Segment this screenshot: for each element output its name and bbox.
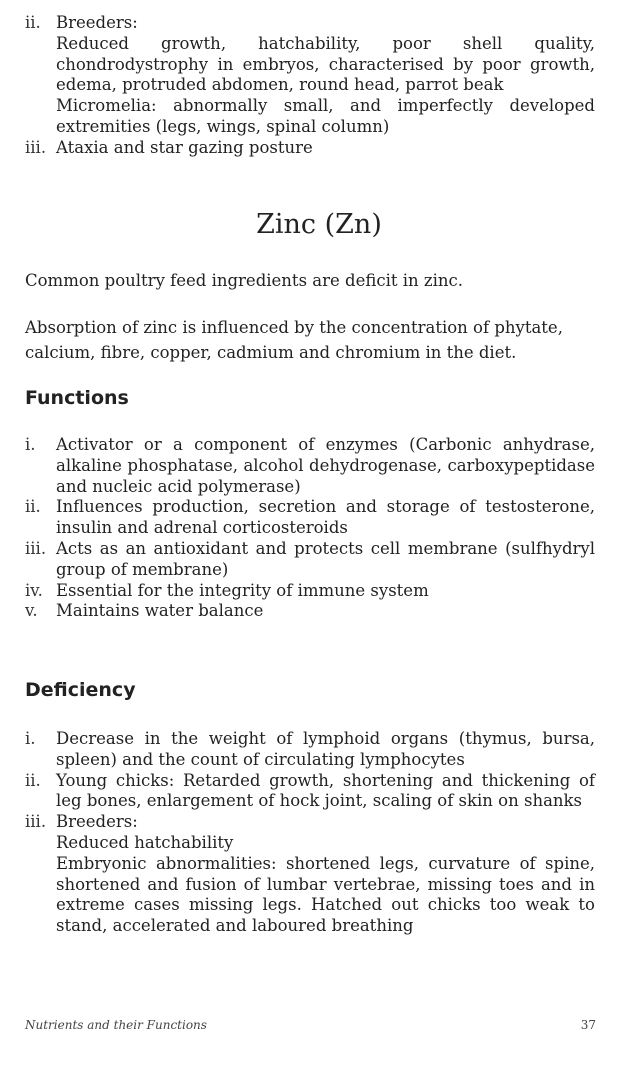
list-item <box>25 812 595 937</box>
zinc-title: Zinc (Zn) <box>256 209 382 240</box>
list-item <box>25 13 595 138</box>
deficiency-list <box>25 729 595 937</box>
item-number: i. <box>25 729 36 748</box>
running-footer-title: Nutrients and their Functions <box>25 1018 207 1032</box>
list-item <box>25 729 595 771</box>
item-number: i. <box>25 435 36 454</box>
list-item <box>25 581 595 602</box>
item-line: Embryonic abnormalities: shortened legs, curvature of spine, shortened and fusion of lumbar vertebrae, missing toes and in extreme cases missing legs. Hatched out chicks too weak to stand, accelerated and laboured breathing <box>56 853 595 936</box>
list-item <box>25 601 595 622</box>
item-text: Acts as an antioxidant and protects cell membrane (sulfhydryl group of membrane) <box>56 538 595 579</box>
item-line: Ataxia and star gazing posture <box>56 137 313 157</box>
page-number: 37 <box>580 1018 596 1032</box>
functions-list <box>25 435 595 622</box>
item-number: ii. <box>25 770 41 790</box>
item-number: ii. <box>25 497 41 517</box>
item-line: Breeders: <box>56 13 138 32</box>
item-number: iii. <box>25 812 47 832</box>
item-number: iii. <box>25 538 47 558</box>
item-text: Influences production, secretion and storage of testosterone, insulin and adrenal corticosteroids <box>56 497 595 538</box>
top-list <box>25 13 595 159</box>
deficiency-heading: Deficiency <box>25 679 136 701</box>
functions-heading: Functions <box>25 387 129 409</box>
list-item <box>25 539 595 581</box>
item-line: Breeders: <box>56 812 138 832</box>
item-number: iv. <box>25 580 43 600</box>
item-line: Young chicks: Retarded growth, shortening and thickening of leg bones, enlargement of hock joint, scaling of skin on shanks <box>56 770 595 811</box>
intro-paragraph: Common poultry feed ingredients are deficit in zinc. <box>25 271 463 290</box>
item-text: Activator or a component of enzymes (Carbonic anhydrase, alkaline phosphatase, alcohol dehydrogenase, carboxypeptidase and nucleic acid polymerase) <box>56 435 595 496</box>
item-line: Reduced hatchability <box>56 832 234 852</box>
list-item <box>25 138 595 159</box>
list-item <box>25 435 595 497</box>
item-number: v. <box>25 601 38 621</box>
item-text: Maintains water balance <box>56 601 264 621</box>
list-item <box>25 497 595 539</box>
item-line: Decrease in the weight of lymphoid organs (thymus, bursa, spleen) and the count of circulating lymphocytes <box>56 729 595 769</box>
item-line: Micromelia: abnormally small, and imperfectly developed extremities (legs, wings, spinal column) <box>56 96 595 136</box>
item-line: Reduced growth, hatchability, poor shell quality, chondrodystrophy in embryos, characterised by poor growth, edema, protruded abdomen, round head, parrot beak <box>56 33 595 95</box>
list-item <box>25 771 595 813</box>
item-number: iii. <box>25 137 47 157</box>
intro-paragraph: Absorption of zinc is influenced by the concentration of phytate, calcium, fibre, copper, cadmium and chromium in the diet. <box>25 318 563 362</box>
item-number: ii. <box>25 13 41 32</box>
item-text: Essential for the integrity of immune system <box>56 580 429 600</box>
